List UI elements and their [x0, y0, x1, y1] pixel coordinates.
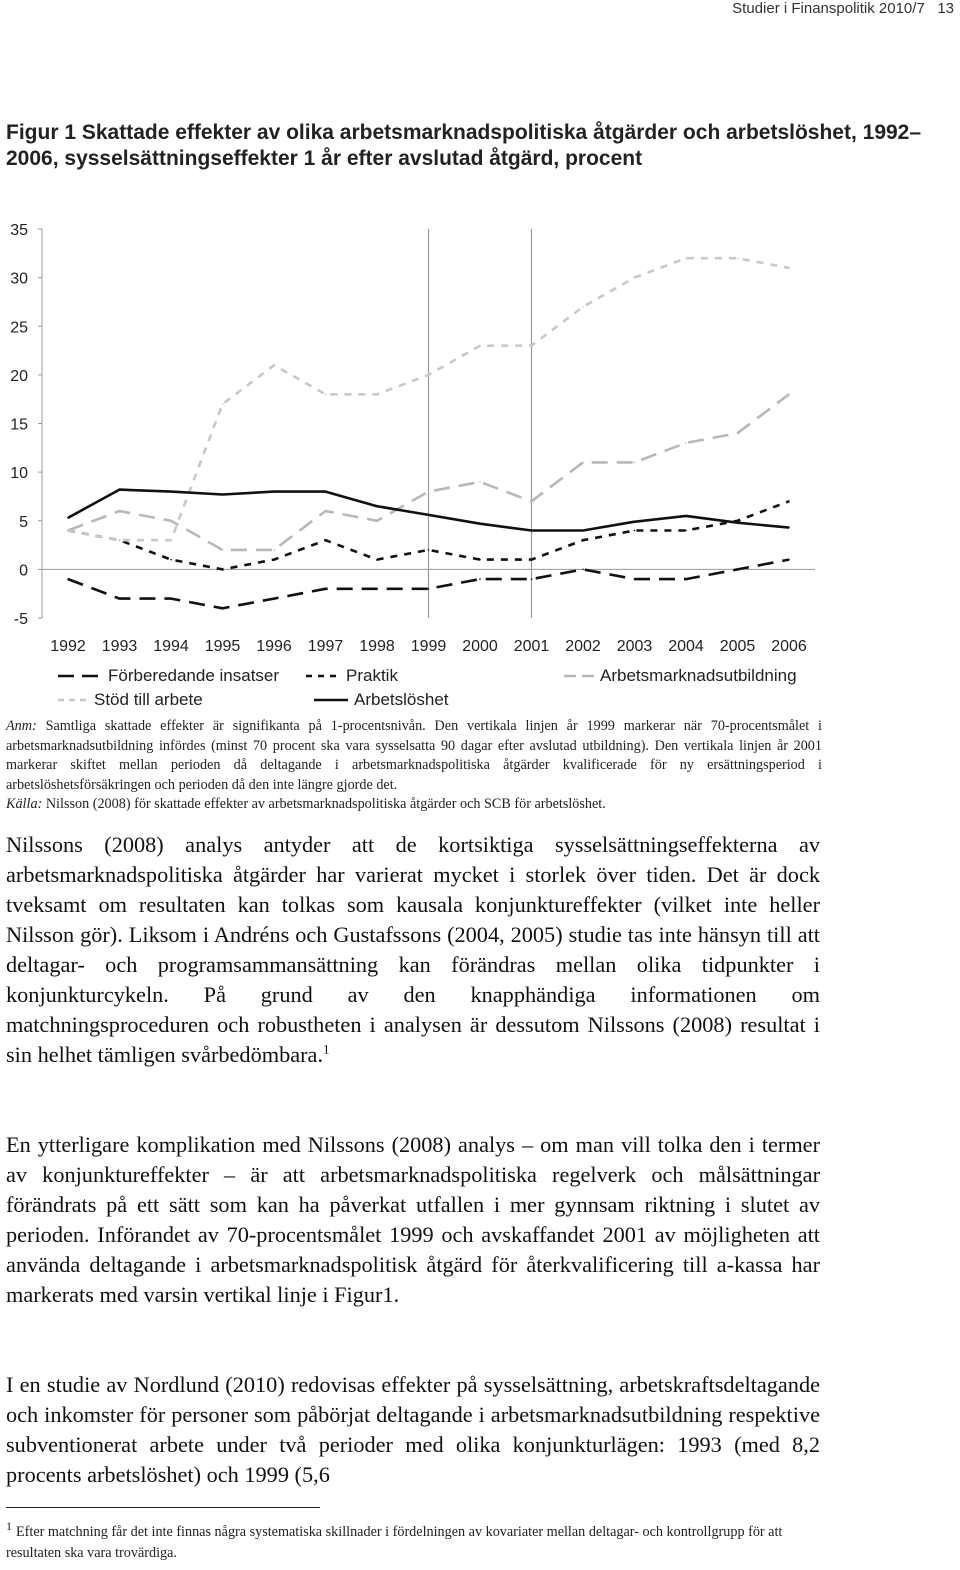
x-tick-label: 1997: [307, 638, 344, 655]
source-text: Nilsson (2008) för skattade effekter av arbetsmarknadspolitiska åtgärder och SCB för arbetslöshet.: [42, 796, 606, 812]
data-point: [325, 491, 327, 493]
paragraph-text: Nilssons (2008) analys antyder att de kortsiktiga sysselsättningseffekterna av arbetsmarknadspolitiska åtgärder har varierat mycket i storlek över tiden. Det är dock tveksamt om resultaten kan tolkas som kausala konjunktureffekter (vilket inte heller Nilsson gör). Liksom i Andréns och Gustafssons (2004, 2005) studie tas inte hänsyn till att deltagar- och programsammansättning kan förändras mellan olika tidpunkter i konjunkturcykeln. På grund av den knapphändiga informationen om matchningsproceduren och robustheten i analysen är dessutom Nilssons (2008) resultat i sin helhet tämligen svårbedömbara.: [6, 832, 820, 1067]
data-point: [582, 306, 584, 308]
figure-notes: [6, 717, 822, 815]
legend-item-arbetsloshet: [314, 690, 449, 710]
note-label: Anm:: [6, 718, 37, 734]
source-label: Källa:: [6, 796, 43, 812]
data-point: [685, 257, 687, 259]
data-point: [170, 491, 172, 493]
data-point: [531, 559, 533, 561]
paragraph-text: En ytterligare komplikation med Nilssons (2008) analys – om man vill tolka den i termer av konjunktureffekter – är att arbetsmarknadspolitiska regelverk och målsättningar förändrats på ett sätt som kan ha påverkat utfallen i mer gynnsam riktning i slutet av perioden. Införandet av 70-procentsmålet 1999 och avskaffandet 2001 av möjligheten att använda deltagande i arbetsmarknadspolitisk åtgärd för återkvalificering till a-kassa har markerats med varsin vertikal linje i Figur1.: [6, 1132, 820, 1307]
data-point: [634, 277, 636, 279]
data-point: [685, 530, 687, 532]
figure-source: [6, 795, 822, 815]
data-point: [376, 505, 378, 507]
data-point: [737, 520, 739, 522]
y-tick-label: -5: [13, 611, 28, 628]
x-tick-label: 1992: [50, 638, 86, 655]
x-tick-label: 1994: [153, 638, 189, 655]
y-tick-label: 35: [10, 222, 28, 239]
x-tick-label: 2006: [771, 638, 807, 655]
running-title: Studier i Finanspolitik 2010/7: [732, 0, 925, 17]
data-point: [479, 345, 481, 347]
data-point: [428, 514, 430, 516]
data-point: [788, 559, 790, 561]
data-point: [582, 569, 584, 571]
line-chart: [0, 210, 960, 660]
data-point: [582, 539, 584, 541]
data-point: [428, 588, 430, 590]
data-point: [325, 510, 327, 512]
data-point: [479, 559, 481, 561]
data-point: [376, 394, 378, 396]
data-point: [788, 527, 790, 529]
legend-swatch: [314, 695, 348, 705]
data-point: [170, 520, 172, 522]
data-point: [582, 530, 584, 532]
x-tick-label: 2001: [513, 638, 550, 655]
data-point: [273, 559, 275, 561]
figure-title: Figur 1 Skattade effekter av olika arbetsmarknadspolitiska åtgärder och arbetslöshet, 1992–2006, sysselsättningseffekter 1 år efter avslutad åtgärd, procent: [6, 121, 922, 170]
note-text: Samtliga skattade effekter är signifikanta på 1-procentsnivån. Den vertikala linjen år 1999 markerar när 70-procentsmålet i arbetsmarknadsutbildning infördes (minst 70 procent ska vara sysselsatta 90 dagar efter avslutad utbildning). Den vertikala linjen år 2001 markerar skiftet mellan perioden då deltagande i arbetsmarknadspolitiska åtgärder kvalificerade för ny ersättningsperiod i arbetslöshetsförsäkringen och perioden då den inte längre gjorde det.: [6, 718, 822, 793]
legend-label: Stöd till arbete: [94, 690, 203, 709]
data-point: [428, 549, 430, 551]
data-point: [325, 394, 327, 396]
footnote-reference: 1: [323, 1041, 330, 1057]
data-point: [531, 530, 533, 532]
data-point: [685, 578, 687, 580]
data-point: [685, 515, 687, 517]
data-point: [479, 523, 481, 525]
footnote-divider: [6, 1507, 320, 1508]
x-tick-label: 1999: [410, 638, 447, 655]
data-point: [788, 501, 790, 503]
data-point: [582, 462, 584, 464]
legend-item-stod: [58, 690, 203, 710]
y-tick-label: 5: [19, 513, 28, 531]
data-point: [222, 607, 224, 609]
legend-swatch: [306, 671, 340, 681]
data-point: [428, 374, 430, 376]
x-tick-label: 1995: [204, 638, 241, 655]
footnote: [6, 1519, 820, 1564]
y-tick-label: 15: [10, 416, 28, 434]
body-paragraph: [6, 1130, 820, 1310]
legend-swatch: [58, 695, 88, 705]
data-point: [119, 539, 121, 541]
footnote-text: Efter matchning får det inte finnas några systematiska skillnader i fördelningen av kovariater mellan deltagar- och kontrollgrupp för att resultaten ska vara trovärdiga.: [6, 1524, 783, 1561]
data-point: [685, 442, 687, 444]
x-tick-label: 2004: [668, 638, 704, 655]
data-point: [67, 578, 69, 580]
data-point: [788, 394, 790, 396]
data-point: [170, 559, 172, 561]
data-point: [119, 510, 121, 512]
y-tick-label: 20: [10, 367, 28, 385]
legend-item-praktik: [306, 666, 398, 686]
data-point: [119, 489, 121, 491]
data-point: [376, 588, 378, 590]
data-point: [325, 539, 327, 541]
data-point: [531, 501, 533, 503]
data-point: [737, 432, 739, 434]
data-point: [737, 522, 739, 524]
y-tick-label: 10: [10, 465, 28, 483]
x-tick-label: 2003: [616, 638, 653, 655]
y-tick-label: 0: [19, 562, 28, 580]
data-point: [634, 578, 636, 580]
data-point: [170, 598, 172, 600]
legend-label: Arbetsmarknadsutbildning: [600, 666, 797, 685]
figure-note: [6, 717, 822, 795]
legend-item-arbetsmarknadsutbildning: [564, 666, 797, 686]
y-tick-label: 30: [10, 270, 28, 288]
data-point: [222, 494, 224, 496]
data-point: [222, 403, 224, 405]
x-tick-label: 1996: [256, 638, 292, 655]
y-axis: [10, 222, 42, 628]
x-tick-label: 2002: [565, 638, 601, 655]
x-tick-label: 2005: [719, 638, 756, 655]
data-point: [273, 549, 275, 551]
body-paragraph: [6, 1370, 820, 1490]
data-point: [634, 521, 636, 523]
y-tick-label: 25: [10, 319, 28, 337]
legend-label: Praktik: [346, 666, 398, 685]
data-point: [428, 491, 430, 493]
legend-label: Arbetslöshet: [354, 690, 449, 709]
data-point: [170, 539, 172, 541]
data-point: [737, 257, 739, 259]
data-point: [273, 364, 275, 366]
data-point: [479, 578, 481, 580]
legend-swatch: [58, 671, 102, 681]
data-point: [737, 569, 739, 571]
legend-label: Förberedande insatser: [108, 666, 280, 685]
x-tick-label: 1993: [101, 638, 138, 655]
data-point: [531, 345, 533, 347]
data-point: [634, 462, 636, 464]
x-tick-label: 2000: [462, 638, 498, 655]
footnote-mark: 1: [6, 1519, 12, 1534]
data-point: [273, 598, 275, 600]
data-point: [67, 517, 69, 519]
data-point: [325, 588, 327, 590]
data-point: [376, 559, 378, 561]
x-tick-label: 1998: [359, 638, 395, 655]
data-point: [67, 530, 69, 532]
data-point: [222, 569, 224, 571]
data-point: [531, 578, 533, 580]
data-point: [634, 530, 636, 532]
data-point: [788, 267, 790, 269]
body-paragraph: [6, 830, 820, 1070]
page-number: 13: [937, 0, 954, 17]
legend-item-forberedande: [58, 666, 279, 686]
running-header: [732, 0, 954, 17]
data-point: [119, 598, 121, 600]
data-point: [479, 481, 481, 483]
chart-legend: [58, 666, 818, 714]
data-point: [273, 491, 275, 493]
paragraph-text: I en studie av Nordlund (2010) redovisas effekter på sysselsättning, arbetskraftsdeltagande och inkomster för personer som påbörjat deltagande i arbetsmarknadsutbildning respektive subventionerat arbete under två perioder med olika konjunkturlägen: 1993 (med 8,2 procents arbetslöshet) och 1999 (5,6: [6, 1372, 820, 1487]
data-point: [376, 520, 378, 522]
data-point: [222, 549, 224, 551]
legend-swatch: [564, 671, 594, 681]
